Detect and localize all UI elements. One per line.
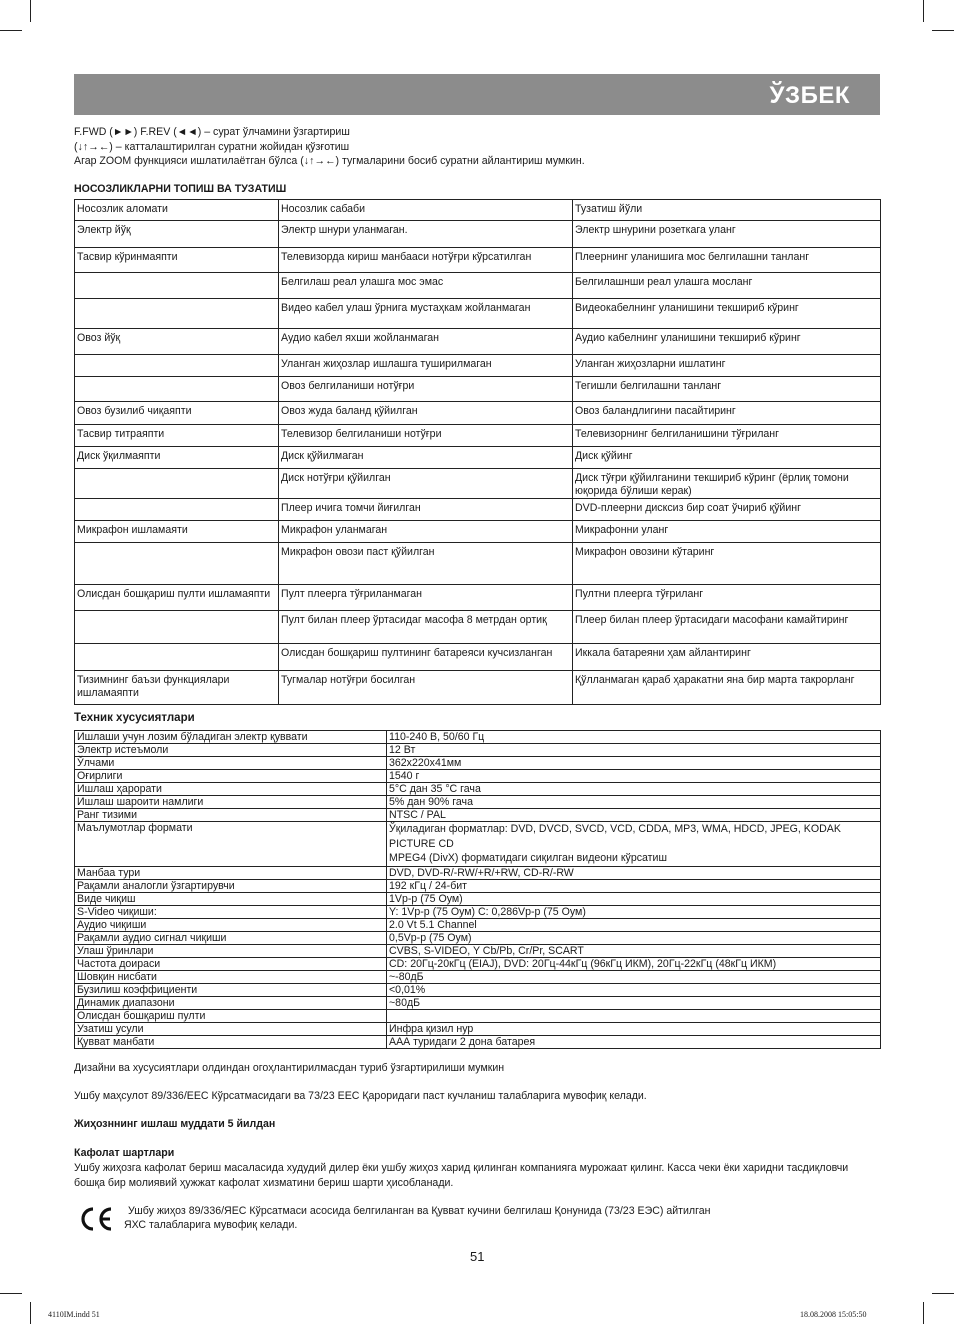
- cause-cell: Плеер ичига томчи йиғилган: [279, 499, 573, 521]
- spec-value-cell: 1Vp-p (75 Оум): [387, 892, 881, 905]
- remedy-cell: Диск тўғри қўйилганини текшириб кўринг (ёрлиқ томони юқорида бўлиши керак): [573, 469, 881, 499]
- table-row: [75, 796, 881, 809]
- spec-value-cell: <0,01%: [387, 983, 881, 996]
- spec-name-cell: Узатиш усули: [75, 1022, 387, 1035]
- cause-cell: Овоз белгиланиши нотўғри: [279, 377, 573, 402]
- table-row: [75, 731, 881, 744]
- table-row: [75, 757, 881, 770]
- cause-cell: Телевизор белгиланиши нотўғри: [279, 425, 573, 447]
- cause-cell: Носозлик сабаби: [279, 200, 573, 221]
- cause-cell: Видео кабел улаш ўрнига мустаҳкам жойланмаган: [279, 299, 573, 329]
- cause-cell: Микрафон уланмаган: [279, 521, 573, 543]
- troubleshooting-table: [74, 199, 881, 705]
- table-row: [75, 1022, 881, 1035]
- spec-value-cell: DVD, DVD-R/-RW/+R/+RW, CD-R/-RW: [387, 866, 881, 879]
- ce-mark-icon: [78, 1206, 114, 1232]
- table-row: [75, 447, 881, 469]
- table-row: [75, 644, 881, 671]
- symptom-cell: Носозлик аломати: [75, 200, 279, 221]
- cause-cell: Пулт билан плеер ўртасидаг масофа 8 метрдан ортиқ: [279, 611, 573, 644]
- remedy-cell: Микрафон овозини кўтаринг: [573, 543, 881, 585]
- symptom-cell: Овоз йўқ: [75, 329, 279, 355]
- spec-name-cell: Рақамли аудио сигнал чиқиши: [75, 931, 387, 944]
- table-row: [75, 248, 881, 273]
- spec-name-cell: Виде чиқиш: [75, 892, 387, 905]
- ce-line: Ушбу жиҳоз 89/336/ЯЕС Кўрсатмаси асосида белгиланган ва Қувват кучини белгилаш Қонунида (73/23 ЕЭС) айтилган: [128, 1205, 711, 1217]
- symptom-cell: Олисдан бошқариш пулти ишламаяпти: [75, 585, 279, 611]
- spec-value-cell: 110-240 В, 50/60 Гц: [387, 731, 881, 744]
- remedy-cell: Плеер билан плеер ўртасидаги масофани камайтиринг: [573, 611, 881, 644]
- symptom-cell: Овоз бузилиб чиқаяпти: [75, 402, 279, 425]
- table-row: [75, 273, 881, 299]
- spec-value-cell: 2.0 Vt 5.1 Channel: [387, 918, 881, 931]
- crop-mark: [932, 1293, 954, 1294]
- spec-value-cell: NTSC / PAL: [387, 809, 881, 822]
- intro-text: [74, 125, 880, 169]
- table-row: [75, 543, 881, 585]
- spec-value-cell: 12 Вт: [387, 744, 881, 757]
- troubleshooting-title: НОСОЗЛИКЛАРНИ ТОПИШ ВА ТУЗАТИШ: [74, 183, 287, 195]
- table-row: [75, 469, 881, 499]
- remedy-cell: Аудио кабелнинг уланишини текшириб кўринг: [573, 329, 881, 355]
- remedy-cell: Диск қўйинг: [573, 447, 881, 469]
- table-row: [75, 996, 881, 1009]
- remedy-cell: Пултни плеерга тўғриланг: [573, 585, 881, 611]
- cause-cell: Белгилаш реал улашга мос эмас: [279, 273, 573, 299]
- spec-value-cell: 5% дан 90% гача: [387, 796, 881, 809]
- spec-value-cell: 362x220x41мм: [387, 757, 881, 770]
- lifetime-note: Жиҳозннинг ишлаш муддати 5 йилдан: [74, 1118, 276, 1130]
- spec-value-cell: Ўқиладиган форматлар: DVD, DVCD, SVCD, VCD, CDDA, MP3, WMA, HDCD, JPEG, KODAK PICTURE CD MPEG4 (DivX) форматидаги сиқилган видеони кўрсатиш: [387, 822, 881, 867]
- cause-cell: Тугмалар нотўғри босилган: [279, 671, 573, 705]
- design-change-note: Дизайни ва хусусиятлари олдиндан огоҳлантирилмасдан туриб ўзгартирилиши мумкин: [74, 1062, 505, 1074]
- table-row: [75, 957, 881, 970]
- table-row: [75, 879, 881, 892]
- spec-value-cell: 192 кГц / 24-бит: [387, 879, 881, 892]
- spec-value-cell: ~-80дБ: [387, 970, 881, 983]
- table-row: [75, 499, 881, 521]
- cause-cell: Диск қўйилмаган: [279, 447, 573, 469]
- spec-name-cell: Манбаа тури: [75, 866, 387, 879]
- symptom-cell: [75, 543, 279, 585]
- crop-mark: [932, 30, 954, 31]
- specs-title: Техник хусусиятлари: [74, 712, 195, 724]
- ce-line: ЯХС талабларига мувофиқ келади.: [124, 1219, 298, 1231]
- cause-cell: Аудио кабел яхши жойланмаган: [279, 329, 573, 355]
- spec-name-cell: Улаш ўринлари: [75, 944, 387, 957]
- symptom-cell: [75, 611, 279, 644]
- page-number: 51: [470, 1249, 485, 1264]
- cause-cell: Микрафон овози паст қўйилган: [279, 543, 573, 585]
- symptom-cell: Электр йўқ: [75, 221, 279, 248]
- intro-line: (↓↑→←) – катталаштирилган суратни жойидан қўзғотиш: [74, 140, 350, 153]
- symptom-cell: [75, 355, 279, 377]
- table-row: [75, 866, 881, 879]
- spec-name-cell: Шовқин нисбати: [75, 970, 387, 983]
- footer-timestamp: 18.08.2008 15:05:50: [800, 1310, 867, 1319]
- table-row: [75, 221, 881, 248]
- table-row: [75, 1035, 881, 1048]
- spec-name-cell: Маълумотлар формати: [75, 822, 387, 867]
- remedy-cell: Белгилашнши реал улашга мосланг: [573, 273, 881, 299]
- table-row: [75, 329, 881, 355]
- spec-name-cell: Ишлаши учун лозим бўладиган электр қуввати: [75, 731, 387, 744]
- table-row: [75, 585, 881, 611]
- table-row: [75, 944, 881, 957]
- cause-cell: Овоз жуда баланд қўйилган: [279, 402, 573, 425]
- spec-value-cell: Инфра қизил нур: [387, 1022, 881, 1035]
- spec-name-cell: Динамик диапазони: [75, 996, 387, 1009]
- spec-name-cell: Частота доираси: [75, 957, 387, 970]
- table-row: [75, 970, 881, 983]
- remedy-cell: Видеокабелнинг уланишини текшириб кўринг: [573, 299, 881, 329]
- symptom-cell: Тасвир кўринмаяпти: [75, 248, 279, 273]
- spec-value-cell: 5°С дан 35 °С гача: [387, 783, 881, 796]
- cause-cell: Телевизорда кириш манбааси нотўғри кўрсатилган: [279, 248, 573, 273]
- spec-name-cell: Қувват манбати: [75, 1035, 387, 1048]
- spec-name-cell: Аудио чиқиши: [75, 918, 387, 931]
- spec-name-cell: Ранг тизими: [75, 809, 387, 822]
- table-row: [75, 770, 881, 783]
- spec-value-cell: CD: 20Гц-20кГц (EIAJ), DVD: 20Гц-44кГц (96кГц ИКМ), 20Гц-22кГц (48кГц ИКМ): [387, 957, 881, 970]
- spec-name-cell: Ишлаш ҳарорати: [75, 783, 387, 796]
- table-row: [75, 809, 881, 822]
- remedy-cell: Тегишли белгилашни танланг: [573, 377, 881, 402]
- table-row: [75, 783, 881, 796]
- table-row: [75, 1009, 881, 1022]
- symptom-cell: [75, 644, 279, 671]
- spec-name-cell: Ишлаш шароити намлиги: [75, 796, 387, 809]
- intro-line: F.FWD (►►) F.REV (◄◄) – сурат ўлчамини ўзгартириш: [74, 126, 350, 138]
- symptom-cell: Микрафон ишламаяти: [75, 521, 279, 543]
- spec-name-cell: Олисдан бошқариш пулти: [75, 1009, 387, 1022]
- table-row: [75, 918, 881, 931]
- crop-mark: [923, 0, 924, 22]
- spec-value-cell: 1540 г: [387, 770, 881, 783]
- spec-value-cell: [387, 1009, 881, 1022]
- symptom-cell: [75, 377, 279, 402]
- footer-file-info: 4110IM.indd 51: [48, 1310, 100, 1319]
- symptom-cell: [75, 499, 279, 521]
- remedy-cell: Қўлланмаган қараб ҳаракатни яна бир марта такрорланг: [573, 671, 881, 705]
- table-row: [75, 402, 881, 425]
- remedy-cell: Уланган жиҳозларни ишлатинг: [573, 355, 881, 377]
- spec-name-cell: Оғирлиги: [75, 770, 387, 783]
- table-row: [75, 744, 881, 757]
- symptom-cell: [75, 273, 279, 299]
- remedy-cell: Плеернинг уланишига мос белгилашни танланг: [573, 248, 881, 273]
- language-title: ЎЗБЕК: [769, 82, 850, 109]
- table-row: [75, 377, 881, 402]
- remedy-cell: Микрафонни уланг: [573, 521, 881, 543]
- cause-cell: Диск нотўғри қўйилган: [279, 469, 573, 499]
- table-row: [75, 671, 881, 705]
- crop-mark: [0, 30, 22, 31]
- compliance-note: Ушбу маҳсулот 89/336/EEC Кўрсатмасидаги ва 73/23 EEC Қароридаги паст кучланиш талабларига мувофиқ келади.: [74, 1090, 647, 1102]
- remedy-cell: Тузатиш йўли: [573, 200, 881, 221]
- remedy-cell: Телевизорнинг белгиланишини тўғриланг: [573, 425, 881, 447]
- spec-name-cell: Ўлчами: [75, 757, 387, 770]
- table-row: [75, 892, 881, 905]
- spec-value-cell: Y: 1Vp-p (75 Оум) C: 0,286Vp-p (75 Оум): [387, 905, 881, 918]
- symptom-cell: Тасвир титраяпти: [75, 425, 279, 447]
- table-row: [75, 299, 881, 329]
- symptom-cell: [75, 299, 279, 329]
- cause-cell: Пулт плеерга тўғриланмаган: [279, 585, 573, 611]
- intro-line: Агар ZOOM функцияси ишлатилаётган бўлса (↓↑→←) тугмаларини босиб суратни айлантириш мумкин.: [74, 155, 585, 167]
- remedy-cell: Овоз баландлигини пасайтиринг: [573, 402, 881, 425]
- spec-name-cell: Электр истеъмоли: [75, 744, 387, 757]
- ce-compliance-text: [124, 1204, 824, 1232]
- warranty-text: Ушбу жиҳозга кафолат бериш масаласида худудий дилер ёки ушбу жиҳоз харид қилинган компанияга мурожаат қилинг. Касса чеки ёки харидни тасдиқловчи бошқа бир молиявий ҳужжат кафолат хизматини бериш шарти ҳисобланади.: [74, 1162, 849, 1189]
- cause-cell: Уланган жиҳозлар ишлашга туширилмаган: [279, 355, 573, 377]
- spec-value-cell: CVBS, S-VIDEO, Y Cb/Pb, Cr/Pr, SCART: [387, 944, 881, 957]
- crop-mark: [0, 1293, 22, 1294]
- spec-value-cell: ААА туридаги 2 дона батарея: [387, 1035, 881, 1048]
- symptom-cell: [75, 469, 279, 499]
- language-header-bar: [74, 74, 880, 115]
- cause-cell: Олисдан бошқариш пултининг батареяси кучсизланган: [279, 644, 573, 671]
- remedy-cell: Электр шнурини розеткага уланг: [573, 221, 881, 248]
- remedy-cell: DVD-плеерни дисксиз бир соат ўчириб қўйинг: [573, 499, 881, 521]
- table-row: [75, 905, 881, 918]
- table-row: [75, 983, 881, 996]
- crop-mark: [30, 1302, 31, 1324]
- specs-table: [74, 730, 881, 1049]
- table-row: [75, 521, 881, 543]
- table-row: [75, 355, 881, 377]
- spec-name-cell: Бузилиш коэффициенти: [75, 983, 387, 996]
- table-row: [75, 425, 881, 447]
- symptom-cell: Диск ўқилмаяпти: [75, 447, 279, 469]
- cause-cell: Электр шнури уланмаган.: [279, 221, 573, 248]
- table-row: [75, 931, 881, 944]
- crop-mark: [923, 1302, 924, 1324]
- spec-name-cell: Рақамли аналогли ўзгартирувчи: [75, 879, 387, 892]
- spec-value-cell: 0,5Vp-p (75 Оум): [387, 931, 881, 944]
- spec-value-cell: ~80дБ: [387, 996, 881, 1009]
- table-row: [75, 822, 881, 867]
- warranty-title: Кафолат шартлари: [74, 1147, 175, 1159]
- crop-mark: [30, 0, 31, 22]
- symptom-cell: Тизимнинг баъзи функциялари ишламаяпти: [75, 671, 279, 705]
- table-header-row: [75, 200, 881, 221]
- table-row: [75, 611, 881, 644]
- spec-name-cell: S-Video чиқиши:: [75, 905, 387, 918]
- remedy-cell: Иккала батареяни ҳам айлантиринг: [573, 644, 881, 671]
